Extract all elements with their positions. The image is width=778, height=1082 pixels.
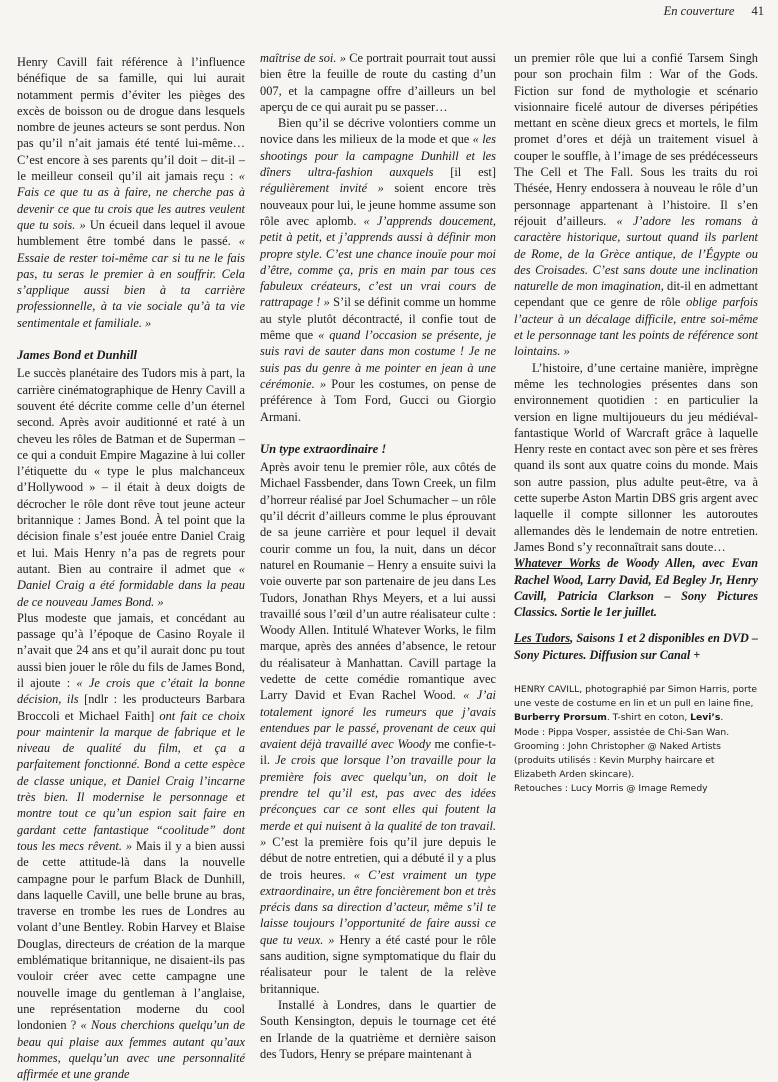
series-title: Les Tudors [514, 631, 571, 646]
body-text: Henry Cavill fait référence à l’influence bénéfique de sa famille, qui lui aurait notamment permis d’éviter les pièges des excès de boisson ou de drogue dans lesquels nombre de jeunes acteurs se sont perdus. Non pas qu’il n’ait jamais été tenté lui-même… C’est encore à ses parents qu’il doit – dit-il – le meilleur conseil qu’il ait jamais reçu : [17, 55, 245, 184]
body-text: me confie-t-il. [260, 737, 496, 768]
paragraph: L’histoire, d’une certaine manière, imprègne même les technologies présentes dans son environnement quotidien : en particulier la version en ligne multijoueurs du jeu médiéval-fantastique World of Warcraft grâce à laquelle Henry reste en contact avec son père et ses frères quand ils sont aux quatre coins du monde. Mais son autre passion, plus adulte peut-être, va à cette superbe Aston Martin DBS gris argent avec laquelle il compte sillonner les autoroutes allemandes dès le lendemain de notre entretien. James Bond s’y reconnaîtrait sans doute… [514, 360, 758, 554]
caption-text: . [720, 712, 724, 724]
body-text: Plus modeste que jamais, et concédant au passage qu’à l’époque de Casino Royale il n’avait que 24 ans et qu’il aurait donc pu tout aussi bien jouer le rôle du fils de James Bond, il ajoute : [17, 610, 245, 690]
paragraph [17, 54, 245, 331]
quote: « Nous cherchions quelqu’un de beau qui plaise aux femmes autant qu’aux hommes, quelqu’un avec une personnalité affirmée et une grande [17, 1018, 245, 1082]
section-title: En couverture [663, 4, 735, 18]
mode-credit: Mode : Pippa Vosper, assistée de Chi-San Wan. [514, 726, 730, 738]
caption-text: . T-shirt en coton, [606, 712, 691, 724]
quote: ont fait ce choix pour maintenir la marque de fabrique et le niveau de qualité du film, et ça a parfaitement fonctionné. Bond a cette espèce de classe unique, et Daniel Craig l’incarne très bien. Il modernise le personnage et montre tout ce qu’un espion sait faire en gardant cette fantastique “coolitude” dont tous les mecs rêvent. » [17, 708, 245, 853]
section-heading: Un type extraordinaire ! [260, 441, 387, 456]
quote: oblige parfois l’acteur à un décalage difficile, entre soi-même et le personnage tant les points de référence sont lointains. » [514, 295, 759, 359]
quote: « J’ai totalement ignoré les rumeurs que j’avais entendues par le passé, provenant de ceux qui avaient déjà travaillé avec Woody [260, 688, 496, 752]
column-1 [17, 54, 245, 1082]
body-text: S’il se définit comme un homme au style plutôt décontracté, il confie tout de même que [260, 295, 496, 343]
quote: « quand l’occasion se présente, je suis ravi de sauter dans mon costume ! Je ne suis pas du genre à me pointer en jean à une cérémonie. » [260, 328, 496, 391]
body-text: Après avoir tenu le premier rôle, aux côtés de Michael Fassbender, dans Town Creek, un film d’horreur réalisé par Joel Schumacher – un rôle qu’il décrit d’ailleurs comme le plus éprouvant de sa jeune carrière et pour lequel il devait courir comme un fou, la nuit, dans un décor naturel en Roumanie – Henry a ensuite suivi la voie ouverte par son partenaire de jeu dans Les Tudors, Jonathan Rhys Meyers, et a lui aussi travaillé sous l’œil d’un autre réalisateur culte : Woody Allen. Intitulé Whatever Works, le film marque, après des années d’absence, le retour du réalisateur à Manhattan. Cavill partage la vedette de cette comédie romantique avec Larry David et Evan Rachel Wood. [260, 460, 496, 703]
body-text: Ce portrait pourrait tout aussi bien être la feuille de route du casting d’un 007, et la campagne offre d’ailleurs un bel aperçu de ce qui aurait pu se passer… [260, 51, 496, 114]
body-text: [ndlr : les producteurs Barbara Broccoli et Michael Faith] [17, 692, 246, 723]
body-text: Henry a été casté pour le rôle sans audition, signe symptomatique du flair du réalisateur pour le talent de la relève britannique. [260, 932, 496, 996]
film-title: Whatever Works [514, 556, 601, 571]
body-text: [il est] [433, 165, 496, 180]
paragraph [260, 50, 496, 115]
quote: « Essaie de rester toi-même car si tu ne le fais pas, tu seras le premier à en souffrir. Cela s’applique aussi bien à ta carrière professionnelle, à ta vie sociale qu’à ta vie sentimentale et familiale. » [17, 234, 245, 330]
caption-name: HENRY CAVILL [514, 683, 580, 695]
body-text: Bien qu’il se décrive volontiers comme un novice dans les milieux de la mode et que [260, 116, 496, 147]
column-2 [260, 50, 496, 1062]
body-text: un premier rôle que lui a confié Tarsem Singh pour son prochain film : War of the Gods. Fiction sur fond de mythologie et scénario visionnaire ficelé autour de diverses péripéties mettant en scène dieux grecs et mortels, le film promet d’ores et déjà un traitement visuel à couper le souffle, à l’image de ses prédécesseurs The Cell et The Fall. Sous les traits du roi Thésée, Henry endossera à nouveau le rôle d’un personnage appartenant à l’histoire. Il s’en réjouit d’ailleurs. [514, 51, 758, 228]
body-text: Mais il y a bien aussi de cette attitude-là dans la nouvelle campagne pour le parfum Black de Dunhill, dans laquelle Cavill, une belle brune au bras, traverse en trombe les rues de Londres au volant d’une Bentley. Robin Harvey et Blaise Douglas, directeurs de création de la marque emblématique britannique, ne disaient-ils pas vouloir créer avec cette campagne une nouvelle image du gentleman à l’anglaise, une représentation moderne du cool londonien ? [17, 838, 245, 1033]
series-credit [514, 630, 758, 663]
section-heading: James Bond et Dunhill [17, 348, 138, 363]
quote: « Daniel Craig a été formidable dans la peau de ce nouveau James Bond. » [17, 561, 245, 609]
brand-name: Burberry Prorsum [514, 712, 607, 724]
credit-text: , Saisons 1 et 2 disponibles en DVD – Sony Pictures. Diffusion sur Canal + [514, 631, 758, 662]
quote: « J’adore les romans à caractère historique, surtout quand ils parlent de Rome, de la Grèce antique, de l’Égypte ou des Croisades. C’est sans doute une inclination naturelle de mon imagination, [514, 213, 758, 294]
body-text: Un écueil dans lequel il avoue humblement être tombé dans le passé. [17, 217, 245, 249]
body-text: soient encore très nouveaux pour lui, le jeune homme assume son rôle avec aplomb. [260, 181, 496, 228]
photo-caption [514, 683, 758, 726]
quote: « J’apprends doucement, petit à petit, et j’apprends aussi à définir mon propre style. C’est une chance inouïe pour moi d’être, comme ça, pris en main par tous ces fabuleux créateurs, c’est un vrai cours de rattrapage ! » [260, 213, 497, 310]
body-text: C’est la première fois qu’il jure depuis le début de notre entretien, qui a débuté il y a plus de trois heures. [260, 834, 496, 882]
page-header [664, 4, 764, 19]
paragraph: Installé à Londres, dans le quartier de South Kensington, depuis le tournage cet été en Irlande de la quatrième et dernière saison des Tudors, Henry se prépare maintenant à [260, 997, 496, 1061]
quote: « Fais ce que tu as à faire, ne cherche pas à devenir ce que tu crois que les autres veulent que tu sois. » [17, 169, 245, 232]
page-number: 41 [751, 4, 764, 18]
paragraph [17, 365, 245, 609]
quote: « les shootings pour la campagne Dunhill et les dîners ultra-fashion auxquels [260, 132, 496, 180]
paragraph [260, 115, 496, 425]
paragraph [17, 610, 245, 1082]
quote: maîtrise de soi. » [260, 51, 346, 65]
body-text: Pour les costumes, on pense de préférence à Tom Ford, Gucci ou Giorgio Armani. [260, 376, 496, 424]
caption-text: , photographié par Simon Harris, porte une veste de costume en lin et un pull en laine fine, [514, 683, 758, 710]
credit-text: de Woody Allen, avec Evan Rachel Wood, Larry David, Ed Begley Jr, Henry Cavill, Patricia Clarkson – Sony Pictures Classics. Sortie le 1er juillet. [514, 556, 758, 620]
brand-name: Levi’s [690, 712, 721, 724]
paragraph [514, 50, 758, 360]
column-3 [514, 50, 758, 797]
retouch-credit: Retouches : Lucy Morris @ Image Remedy [514, 783, 708, 795]
quote: régulièrement invité » [260, 181, 384, 196]
quote: « Je crois que c’était la bonne décision, ils [17, 675, 245, 707]
body-text: dit-il en admettant cependant que ce genre de rôle [514, 279, 758, 310]
quote: « C’est vraiment un type extraordinaire, un être foncièrement bon et très précis dans sa direction d’acteur, même s’il te laisse toujours l’opportunité de faire aussi ce que tu veux. » [260, 867, 496, 947]
body-text: Le succès planétaire des Tudors mis à part, la carrière cinématographique de Henry Cavill a souvent été décrite comme celle d’un éternel second. Après avoir auditionné et raté à un cheveu les rôles de Batman et de Superman – ce qui a conduit Empire Magazine à lui coller l’étiquette du « type le plus malchanceux d’Hollywood » – il était à deux doigts de décrocher le rôle dont rêve tout jeune acteur britannique : James Bond. À tel point que la décision finale s’est jouée entre Daniel Craig et lui. Mais Henry n’a pas de regrets pour autant. Bien au contraire il admet que [17, 366, 245, 576]
paragraph [260, 459, 496, 997]
quote: Je crois que lorsque l’on travaille pour la première fois avec quelqu’un, on doit le prendre tel qu’il est, pas avec des idées préconçues car ce sont elles qui foutent la merde et qui nuisent à la qualité de ton travail. » [260, 753, 496, 849]
photo-credits [514, 683, 758, 797]
grooming-credit: Grooming : John Christopher @ Naked Artists (produits utilisés : Kevin Murphy haircare et Elizabeth Arden skincare). [514, 740, 721, 781]
film-credit [514, 555, 758, 620]
